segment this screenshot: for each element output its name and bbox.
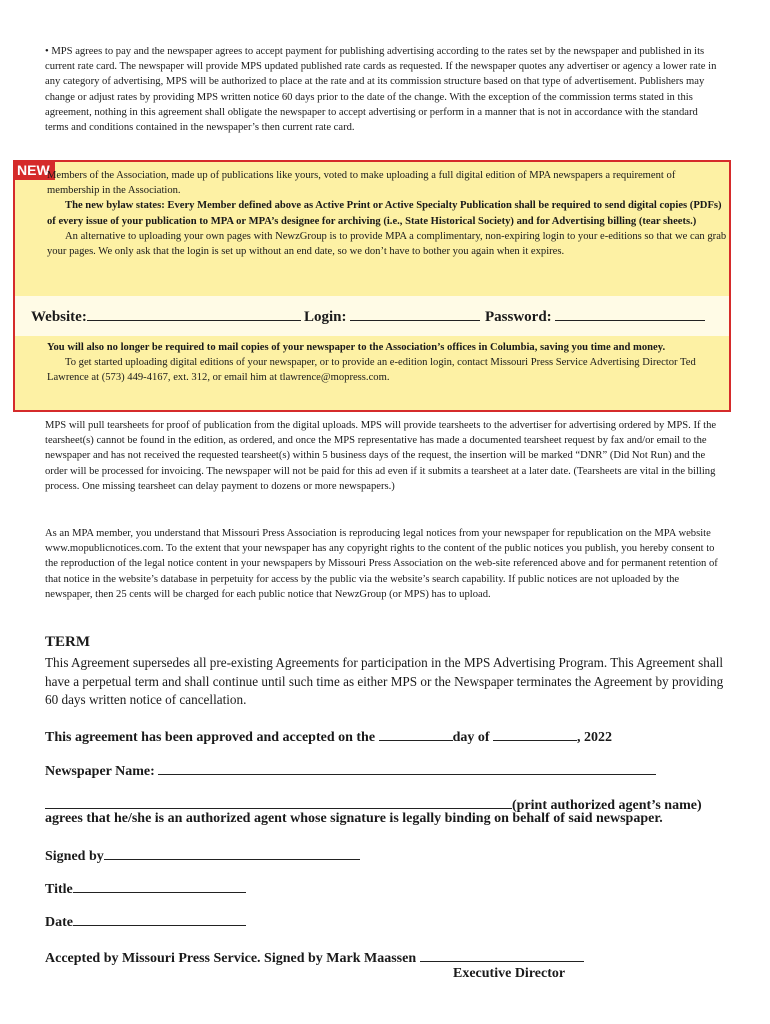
date-line <box>45 911 246 931</box>
login-label: Login: <box>304 309 347 325</box>
notice-intro-block <box>47 168 727 259</box>
password-field-group <box>485 306 705 326</box>
title-label: Title <box>45 882 73 897</box>
approval-label: This agreement has been approved and accepted on the <box>45 730 376 745</box>
rate-terms-paragraph: • MPS agrees to pay and the newspaper agrees to accept payment for publishing advertising according to the rates set by the newspaper and published in its current rate card. The newspaper will provide MPS updated published rate cards as requested. If the newspaper quotes any advertiser or agency a lower rate in any category of advertising, MPS will be authorized to place at the rate and at its commission structure based on that type of advertisement. Publishers may change or adjust rates by providing MPS written notice 60 days prior to the date of the change. With the exception of the commission terms stated in this agreement, nothing in this agreement shall obligate the newspaper to accept advertising or perform in a manner that is not in accordance with the standard terms and conditions contained in the newspaper’s then current rate card. <box>45 46 717 134</box>
accepted-label: Accepted by Missouri Press Service. Signed by Mark Maassen <box>45 951 417 966</box>
term-paragraph: This Agreement supersedes all pre-existing Agreements for participation in the MPS Advertising Program. This Agreement shall have a perpetual term and shall continue until such time as either MPS or the Newspaper terminates the Agreement by providing 60 days written notice of cancellation. <box>45 655 724 708</box>
website-blank[interactable] <box>87 306 301 321</box>
login-field-group <box>304 306 480 326</box>
title-line <box>45 878 246 898</box>
date-blank[interactable] <box>73 911 246 926</box>
date-label: Date <box>45 915 73 930</box>
website-field-group <box>31 306 301 326</box>
accepted-line <box>45 947 584 967</box>
bylaw-paragraph: The new bylaw states: Every Member defined above as Active Print or Active Specialty Publication shall be required to send digital copies (PDFs) of every issue of your publication to MPA or MPA’s designee for archiving (i.e., State Historical Society) and for Advertising billing (tear sheets.) <box>47 200 722 227</box>
notice-contact-block <box>47 340 727 386</box>
agent-name-blank[interactable] <box>45 794 512 809</box>
approval-day-blank[interactable] <box>379 726 453 741</box>
term-heading: TERM <box>45 634 90 650</box>
website-label: Website: <box>31 309 87 325</box>
approval-day-label: day of <box>452 730 490 745</box>
title-blank[interactable] <box>73 878 246 893</box>
new-badge: NEW <box>13 160 55 180</box>
alternative-paragraph: An alternative to uploading your own pages with NewzGroup is to provide MPA a complimentary, non-expiring login to your e-editions so that we can grab your pages. We only ask that the login is set up without an end date, so we don’t have to bother you again when it expires. <box>47 230 727 258</box>
members-paragraph: Members of the Association, made up of publications like yours, voted to make uploading a full digital edition of MPA newspapers a requirement of membership in the Association. <box>47 170 676 197</box>
login-blank[interactable] <box>350 306 480 321</box>
password-blank[interactable] <box>555 306 705 321</box>
tearsheets-paragraph: MPS will pull tearsheets for proof of publication from the digital uploads. MPS will provide tearsheets to the advertiser for advertising ordered by MPS. If the tearsheet(s) cannot be found in the edition, as ordered, and once the MPS representative has made a documented tearsheet request by fax and/or email to the newspaper and has not received the requested tearsheet(s) within 5 business days of the request, the insertion will be marked “DNR” (Did Not Run) and the order will be processed for invoicing. The newspaper will not be paid for this ad even if it submits a tearsheet at a later date. (Tearsheets are vital in the billing process. One missing tearsheet can delay payment to dozens or more newspapers.) <box>45 420 717 492</box>
signature-blank[interactable] <box>104 845 360 860</box>
mail-note: You will also no longer be required to mail copies of your newspaper to the Association’s offices in Columbia, saving you time and money. <box>47 342 666 353</box>
approval-year: , 2022 <box>577 730 613 745</box>
password-label: Password: <box>485 309 552 325</box>
agent-agreement-text: agrees that he/she is an authorized agent whose signature is legally binding on behalf of said newspaper. <box>45 811 663 826</box>
approval-month-blank[interactable] <box>493 726 577 741</box>
newspaper-name-label: Newspaper Name: <box>45 764 155 779</box>
signed-by-line <box>45 845 360 865</box>
newspaper-name-blank[interactable] <box>158 760 656 775</box>
credentials-row <box>15 296 729 336</box>
signed-by-label: Signed by <box>45 849 104 864</box>
agent-name-label: (print authorized agent’s name) <box>512 798 702 813</box>
legal-notices-paragraph: As an MPA member, you understand that Missouri Press Association is reproducing legal notices from your newspaper for republication on the MPA website www.mopublicnotices.com. To the extent that your newspaper has any copyright rights to the content of the public notices you publish, you hereby consent to the reproduction of the legal notice content in your newspapers by Missouri Press Association on the web-site referenced above and for permanent retention of that notice in the website’s database in perpetuity for access by the public via the website’s search capability. If public notices are not uploaded by the newspaper, then 25 cents will be charged for each public notice that NewzGroup (or MPS) has to upload. <box>45 528 718 600</box>
contact-paragraph: To get started uploading digital editions of your newspaper, or to provide an e-edition login, contact Missouri Press Service Advertising Director Ted Lawrence at (573) 449-4167, ext. 312, or email him at tlawrence@mopress.com. <box>47 357 696 384</box>
approval-line <box>45 726 612 746</box>
director-title: Executive Director <box>453 966 566 981</box>
digital-edition-notice <box>13 160 731 412</box>
director-signature-blank[interactable] <box>420 947 584 962</box>
newspaper-name-line <box>45 760 656 780</box>
